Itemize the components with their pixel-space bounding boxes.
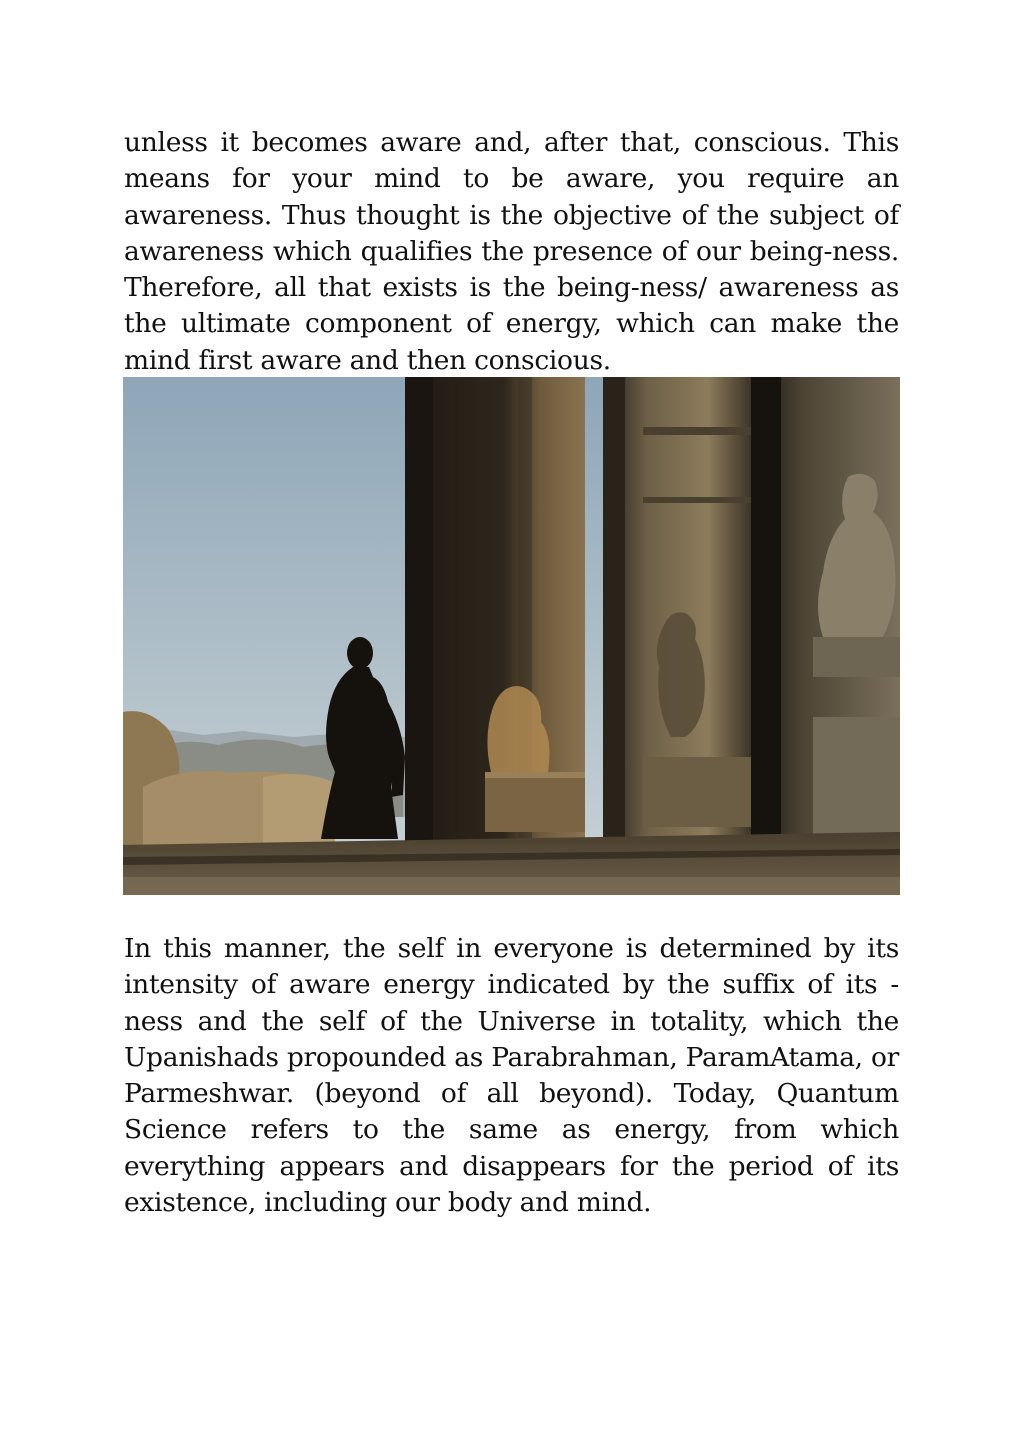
- paragraph-top: unless it becomes aware and, after that, conscious. This means for your mind to be aware, you require an awareness. Thus thought is the objective of the subject of awareness which qualifies the presence of our being-ness. Therefore, all that exists is the being-ness/ awareness as the ultimate component of energy, which can make the mind first aware and then conscious.: [124, 127, 899, 376]
- paragraph-bottom: In this manner, the self in everyone is determined by its intensity of aware energy indicated by the suffix of its -ness and the self of the Universe in totality, which the Upanishads propounded as Parabrahman, ParamAtama, or Parmeshwar. (beyond of all beyond). Today, Quantum Science refers to the same as energy, from which everything appears and disappears for the period of its existence, including our body and mind.: [124, 933, 899, 1219]
- temple-photo: [123, 377, 900, 895]
